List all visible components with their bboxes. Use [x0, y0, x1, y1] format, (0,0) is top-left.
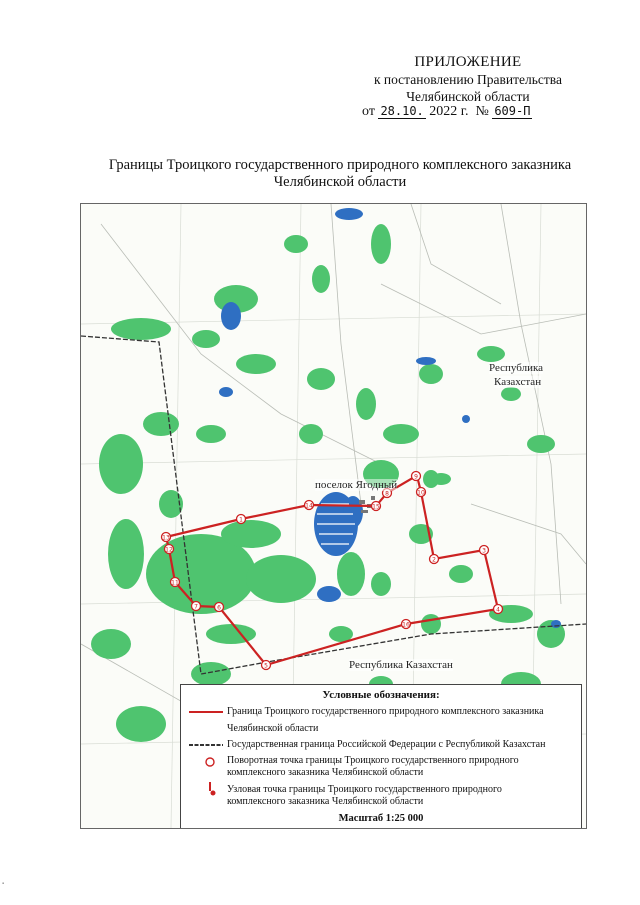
turning-point-number: 5 — [264, 662, 268, 670]
state-border-symbol — [189, 742, 223, 748]
turning-point-number: 8 — [385, 490, 389, 498]
document-date: 28.10. — [380, 104, 424, 118]
map-title — [60, 157, 620, 191]
turning-point-number: 10 — [417, 489, 425, 497]
legend-node-point-line1: Узловая точка границы Троицкого государственного природного — [227, 784, 502, 795]
map-title-line2: Челябинской области — [273, 174, 407, 190]
turning-point-number: 13 — [162, 534, 170, 542]
appendix-region: Челябинской области — [406, 89, 530, 104]
legend-turning-point-line2: комплексного заказника Челябинской области — [227, 767, 424, 778]
republic-label-northeast-line1: Республика — [489, 362, 544, 374]
turning-point-number: 12 — [165, 546, 173, 554]
turning-point-number: 4 — [496, 606, 500, 614]
turning-point-number: 7 — [194, 603, 198, 611]
page-corner-mark: ▪ — [2, 881, 5, 887]
map-legend — [180, 684, 582, 829]
appendix-header — [374, 54, 562, 105]
republic-label-south: Республика Казахстан — [349, 659, 453, 671]
document-year: 2022 г. — [429, 104, 469, 119]
turning-point-number: 9 — [414, 473, 418, 481]
date-prefix: от — [362, 104, 375, 119]
legend-state-border: Государственная граница Российской Федерации с Республикой Казахстан — [227, 739, 546, 750]
map-scale: Масштаб 1:25 000 — [338, 813, 424, 824]
turning-point-number: 16 — [402, 621, 410, 629]
map-frame — [80, 203, 587, 829]
turning-point-number: 15 — [372, 503, 380, 511]
boundary-line-symbol — [189, 709, 223, 715]
appendix-title: ПРИЛОЖЕНИЕ — [414, 54, 522, 70]
turning-point-symbol — [205, 757, 217, 767]
turning-point-number: 2 — [432, 556, 436, 564]
document-number: 609-П — [494, 104, 531, 118]
appendix-resolution: к постановлению Правительства — [373, 72, 562, 87]
legend-heading: Условные обозначения: — [322, 689, 440, 701]
village-label: поселок Ягодный — [315, 479, 398, 491]
map-title-line1: Границы Троицкого государственного природного комплексного заказника — [108, 157, 572, 173]
node-point-symbol — [207, 781, 217, 797]
turning-point-number: 6 — [217, 604, 221, 612]
number-sign: № — [475, 104, 489, 119]
turning-point-number: 14 — [305, 502, 313, 510]
turning-point-number: 3 — [482, 547, 486, 555]
legend-turning-point-line1: Поворотная точка границы Троицкого государственного природного — [227, 755, 519, 766]
legend-node-point-line2: комплексного заказника Челябинской области — [227, 796, 424, 807]
republic-label-northeast-line2: Казахстан — [494, 376, 542, 388]
turning-point-number: 11 — [171, 579, 179, 587]
turning-point-number: 1 — [239, 516, 243, 524]
legend-boundary-line1: Граница Троицкого государственного природного комплексного заказника — [227, 706, 544, 717]
document-date-line — [362, 104, 532, 120]
legend-boundary-line2: Челябинской области — [227, 723, 319, 734]
